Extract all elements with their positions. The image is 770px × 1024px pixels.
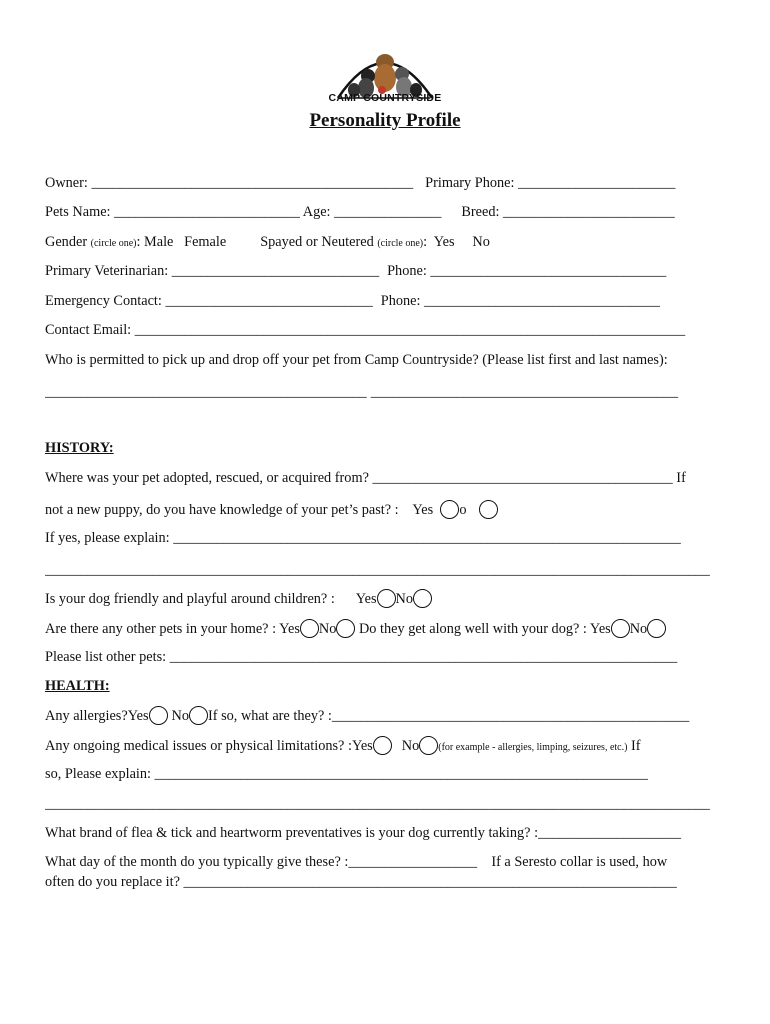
- emergency-field[interactable]: _____________________________: [165, 293, 373, 309]
- emergency-phone-label: Phone:: [380, 293, 425, 309]
- adopted-label: Where was your pet adopted, rescued, or acquired from?: [45, 470, 373, 486]
- pickup-field-2[interactable]: ___________________________________________: [370, 384, 679, 400]
- medical-example: (for example - allergies, limping, seizures, etc.): [438, 742, 628, 753]
- get-along-label: Do they get along well with your dog? : Yes: [355, 621, 611, 637]
- medical-no-label: No: [401, 738, 420, 754]
- age-label: Age:: [299, 204, 335, 220]
- explain-row-2: [45, 562, 727, 582]
- seresto-label: If a Seresto collar is used, how: [477, 854, 668, 870]
- children-label: Is your dog friendly and playful around children? : Yes: [45, 591, 377, 607]
- emergency-phone-field[interactable]: _________________________________: [424, 293, 660, 309]
- owner-field[interactable]: _____________________________________________: [91, 175, 414, 191]
- past-row: [45, 500, 727, 524]
- allergies-label: Any allergies?Yes: [45, 708, 149, 724]
- other-pets-no-label: No: [318, 621, 337, 637]
- health-heading-text: HEALTH:: [45, 678, 110, 694]
- day-field[interactable]: __________________: [348, 854, 478, 870]
- adopted-row: [45, 470, 727, 490]
- children-no-circle-icon[interactable]: [413, 589, 432, 608]
- spayed-label: Spayed or Neutered: [260, 234, 378, 250]
- past-label: not a new puppy, do you have knowledge of your pet’s past? : Yes: [45, 502, 441, 518]
- children-no-label: No: [395, 591, 414, 607]
- allergies-yes-circle-icon[interactable]: [149, 706, 168, 725]
- pets-name-row: [45, 204, 727, 224]
- children-row: [45, 589, 727, 613]
- breed-label: Breed:: [461, 204, 504, 220]
- so-explain-field[interactable]: _____________________________________________________________________: [154, 766, 648, 782]
- pickup-question: [45, 352, 727, 372]
- other-pets-label: Are there any other pets in your home? : Yes: [45, 621, 300, 637]
- pickup-question-text: Who is permitted to pick up and drop off your pet from Camp Countryside? (Please list first and last names):: [45, 352, 668, 368]
- owner-row: [45, 175, 727, 195]
- so-explain-row: [45, 766, 727, 786]
- replace-label: often do you replace it?: [45, 874, 184, 890]
- pets-name-field[interactable]: __________________________: [114, 204, 300, 220]
- history-heading-text: HISTORY:: [45, 440, 114, 456]
- explain-label: If yes, please explain:: [45, 530, 174, 546]
- replace-row: [45, 874, 727, 894]
- email-row: [45, 322, 727, 342]
- email-field[interactable]: _____________________________________________________________________________: [134, 322, 686, 338]
- other-pets-row: [45, 619, 727, 643]
- explain-row: [45, 530, 727, 550]
- page-title: Personality Profile: [309, 110, 461, 131]
- primary-phone-field[interactable]: ______________________: [518, 175, 676, 191]
- pets-name-label: Pets Name:: [45, 204, 115, 220]
- primary-phone-label: Primary Phone:: [425, 175, 519, 191]
- list-pets-row: [45, 649, 727, 669]
- get-along-no-circle-icon[interactable]: [647, 619, 666, 638]
- spayed-note: (circle one): [377, 238, 424, 249]
- vet-field[interactable]: _____________________________: [171, 263, 380, 279]
- children-yes-circle-icon[interactable]: [377, 589, 396, 608]
- list-pets-label: Please list other pets:: [45, 649, 170, 665]
- so-explain-label: so, Please explain:: [45, 766, 155, 782]
- allergies-row: [45, 706, 727, 730]
- vet-phone-label: Phone:: [387, 263, 431, 279]
- get-along-yes-circle-icon[interactable]: [611, 619, 630, 638]
- vet-label: Primary Veterinarian:: [45, 263, 172, 279]
- logo-text: CAMP COUNTRYSIDE: [328, 92, 442, 104]
- past-no-circle-icon[interactable]: [479, 500, 498, 519]
- medical-row: [45, 736, 727, 760]
- email-label: Contact Email:: [45, 322, 135, 338]
- health-heading: [45, 678, 727, 698]
- emergency-row: [45, 293, 727, 313]
- vet-row: [45, 263, 727, 283]
- day-row: [45, 854, 727, 874]
- past-no-label: o: [459, 502, 467, 518]
- gender-row: [45, 234, 727, 254]
- explain-field[interactable]: _______________________________________________________________________: [173, 530, 681, 546]
- age-field[interactable]: _______________: [334, 204, 442, 220]
- adopted-tail: If: [672, 470, 686, 486]
- flea-field[interactable]: ____________________: [538, 825, 682, 841]
- day-label: What day of the month do you typically give these? :: [45, 854, 349, 870]
- pickup-row: [45, 384, 727, 404]
- gender-options[interactable]: : Male Female: [136, 234, 227, 250]
- spayed-options[interactable]: : Yes No: [423, 234, 490, 250]
- other-pets-yes-circle-icon[interactable]: [300, 619, 319, 638]
- history-heading: [45, 440, 727, 460]
- flea-label: What brand of flea & tick and heartworm preventatives is your dog currently taking? :: [45, 825, 539, 841]
- allergies-no-label: No: [171, 708, 189, 724]
- flea-row: [45, 825, 727, 845]
- vet-phone-field[interactable]: _________________________________: [430, 263, 667, 279]
- allergies-field[interactable]: __________________________________________________: [331, 708, 690, 724]
- pickup-field-1[interactable]: _____________________________________________: [45, 384, 367, 400]
- medical-yes-circle-icon[interactable]: [373, 736, 392, 755]
- so-explain-field-2[interactable]: _____________________________________________________________________________________________: [45, 796, 710, 812]
- list-pets-field[interactable]: _______________________________________________________________________: [169, 649, 678, 665]
- replace-field[interactable]: _____________________________________________________________________: [183, 874, 677, 890]
- get-along-no-label: No: [629, 621, 648, 637]
- gender-label: Gender: [45, 234, 91, 250]
- breed-field[interactable]: ________________________: [503, 204, 675, 220]
- emergency-label: Emergency Contact:: [45, 293, 166, 309]
- other-pets-no-circle-icon[interactable]: [336, 619, 355, 638]
- so-explain-row-2: [45, 796, 727, 816]
- allergies-tail: If so, what are they? :: [208, 708, 332, 724]
- medical-label: Any ongoing medical issues or physical limitations? :Yes: [45, 738, 373, 754]
- gender-note: (circle one): [90, 238, 137, 249]
- medical-no-circle-icon[interactable]: [419, 736, 438, 755]
- past-yes-circle-icon[interactable]: [440, 500, 459, 519]
- medical-tail: If: [627, 738, 641, 754]
- adopted-field[interactable]: __________________________________________: [372, 470, 673, 486]
- explain-field-2[interactable]: _____________________________________________________________________________________________: [45, 562, 710, 578]
- owner-label: Owner:: [45, 175, 92, 191]
- allergies-no-circle-icon[interactable]: [189, 706, 208, 725]
